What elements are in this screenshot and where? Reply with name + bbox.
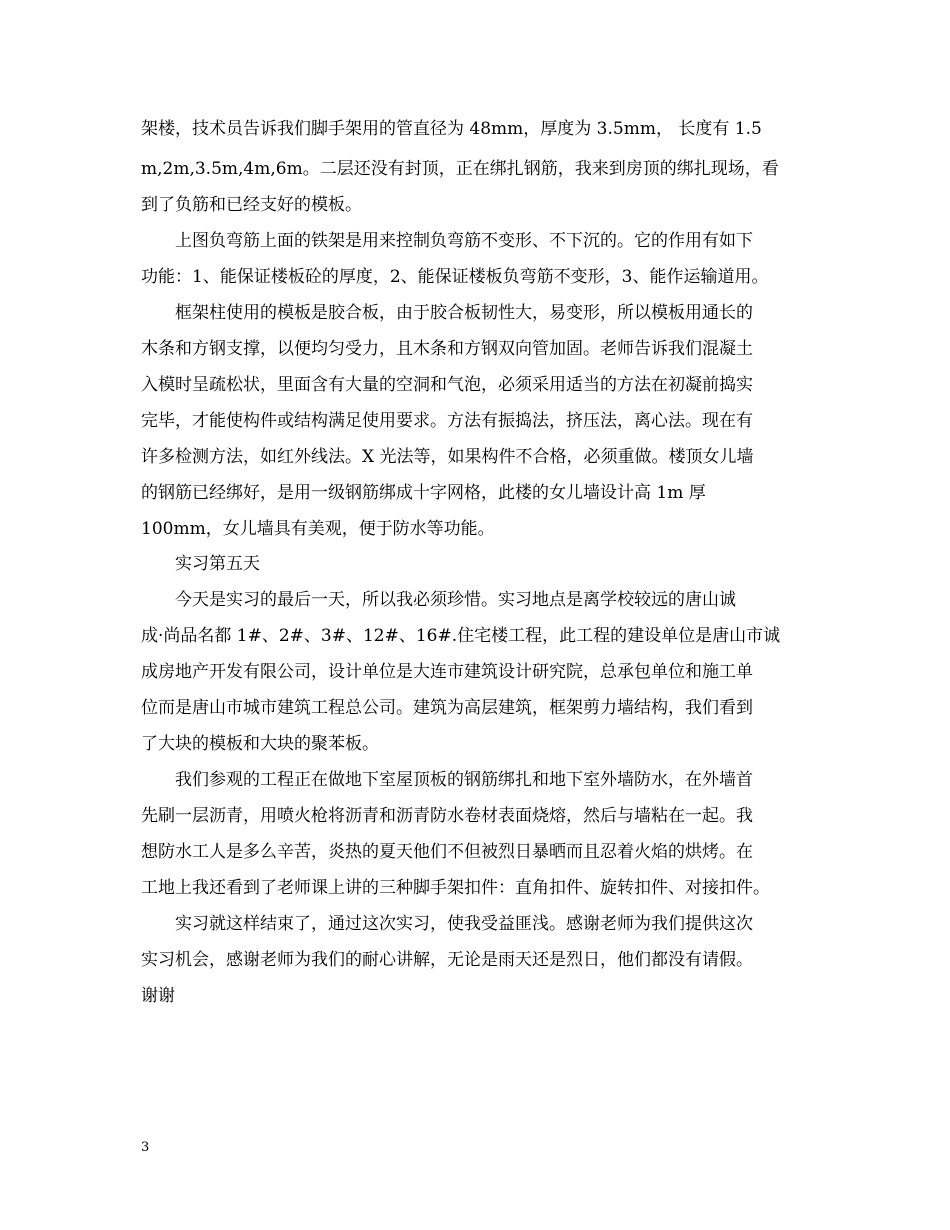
text-line: 谢谢: [141, 986, 175, 1006]
text-line: 功能：1、能保证楼板砼的厚度，2、能保证楼板负弯筋不变形，3、能作运输道用。: [141, 267, 769, 287]
text-line: 架楼，技术员告诉我们脚手架用的管直径为 48mm，厚度为 3.5mm， 长度有 1.5: [141, 119, 762, 139]
paragraph-first-line: 实习就这样结束了，通过这次实习，使我受益匪浅。感谢老师为我们提供这次: [175, 914, 753, 934]
text-line: 成·尚品名都 1#、2#、3#、12#、16#.住宅楼工程，此工程的建设单位是唐山市诚: [141, 626, 781, 646]
text-line: 了大块的模板和大块的聚苯板。: [141, 734, 379, 754]
section-heading: 实习第五天: [175, 554, 260, 574]
text-line: 想防水工人是多么辛苦，炎热的夏天他们不但被烈日暴晒而且忍着火焰的烘烤。在: [141, 842, 753, 862]
text-line: 实习机会，感谢老师为我们的耐心讲解，无论是雨天还是烈日，他们都没有请假。: [141, 950, 753, 970]
text-line: 先刷一层沥青，用喷火枪将沥青和沥青防水卷材表面烧熔，然后与墙粘在一起。我: [141, 806, 753, 826]
text-line: 完毕，才能使构件或结构满足使用要求。方法有振捣法，挤压法，离心法。现在有: [141, 411, 753, 431]
text-line: 工地上我还看到了老师课上讲的三种脚手架扣件：直角扣件、旋转扣件、对接扣件。: [141, 878, 770, 898]
paragraph-first-line: 框架柱使用的模板是胶合板，由于胶合板韧性大，易变形，所以模板用通长的: [175, 303, 753, 323]
text-line: 入模时呈疏松状，里面含有大量的空洞和气泡，必须采用适当的方法在初凝前捣实: [141, 375, 753, 395]
text-line: 木条和方钢支撑，以便均匀受力，且木条和方钢双向管加固。老师告诉我们混凝土: [141, 339, 753, 359]
page-number: 3: [141, 1140, 150, 1155]
text-line: 的钢筋已经绑好，是用一级钢筋绑成十字网格，此楼的女儿墙设计高 1m 厚: [141, 483, 706, 503]
paragraph-first-line: 我们参观的工程正在做地下室屋顶板的钢筋绑扎和地下室外墙防水，在外墙首: [175, 770, 753, 790]
paragraph-first-line: 上图负弯筋上面的铁架是用来控制负弯筋不变形、不下沉的。它的作用有如下: [175, 231, 753, 251]
text-line: 100mm，女儿墙具有美观，便于防水等功能。: [141, 519, 495, 539]
text-line: 位而是唐山市城市建筑工程总公司。建筑为高层建筑，框架剪力墙结构，我们看到: [141, 698, 753, 718]
text-line: 许多检测方法，如红外线法。X 光法等，如果构件不合格，必须重做。楼顶女儿墙: [141, 447, 754, 467]
paragraph-first-line: 今天是实习的最后一天，所以我必须珍惜。实习地点是离学校较远的唐山诚: [175, 590, 736, 610]
text-line: m,2m,3.5m,4m,6m。二层还没有封顶，正在绑扎钢筋，我来到房顶的绑扎现场，看: [141, 159, 779, 179]
text-line: 成房地产开发有限公司，设计单位是大连市建筑设计研究院，总承包单位和施工单: [141, 662, 753, 682]
text-line: 到了负筋和已经支好的模板。: [141, 195, 362, 215]
